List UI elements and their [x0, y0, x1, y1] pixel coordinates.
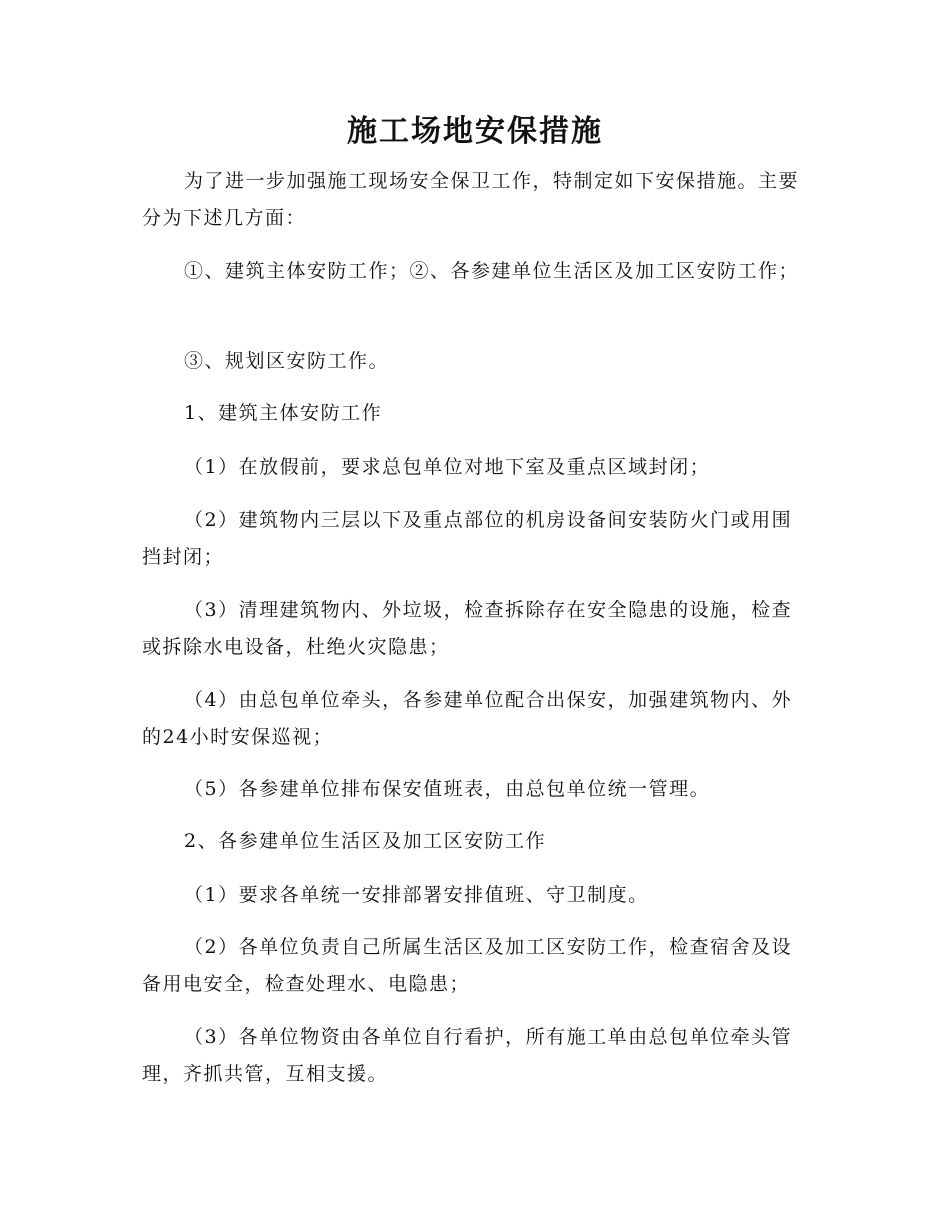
list-item-1-5: （5）各参建单位排布保安值班表，由总包单位统一管理。	[184, 778, 711, 800]
list-item-1-4: （4）由总包单位牵头，各参建单位配合出保安，加强建筑物内、外的24小时安保巡视；	[142, 689, 793, 748]
list-item-1-3: （3）清理建筑物内、外垃圾，检查拆除存在安全隐患的设施，检查或拆除水电设备，杜绝火灾隐患；	[142, 599, 793, 658]
paragraph-scope-3: ③、规划区安防工作。	[184, 350, 390, 372]
document-title: 施工场地安保措施	[347, 114, 603, 149]
paragraph-scope-1-2: ①、建筑主体安防工作；②、各参建单位生活区及加工区安防工作；	[184, 260, 800, 282]
section-heading-2: 2、各参建单位生活区及加工区安防工作	[184, 830, 547, 852]
list-item-2-1: （1）要求各单统一安排部署安排值班、守卫制度。	[184, 884, 649, 906]
list-item-2-2: （2）各单位负责自己所属生活区及加工区安防工作，检查宿舍及设备用电安全，检查处理水、电隐患；	[142, 936, 793, 995]
section-heading-1: 1、建筑主体安防工作	[184, 402, 383, 424]
paragraph-intro: 为了进一步加强施工现场安全保卫工作，特制定如下安保措施。主要分为下述几方面：	[142, 170, 800, 229]
list-item-2-3: （3）各单位物资由各单位自行看护，所有施工单由总包单位牵头管理，齐抓共管，互相支援。	[142, 1026, 793, 1085]
list-item-1-2: （2）建筑物内三层以下及重点部位的机房设备间安装防火门或用围 挡封闭；	[142, 509, 793, 568]
list-item-1-1: （1）在放假前，要求总包单位对地下室及重点区域封闭；	[184, 456, 711, 478]
